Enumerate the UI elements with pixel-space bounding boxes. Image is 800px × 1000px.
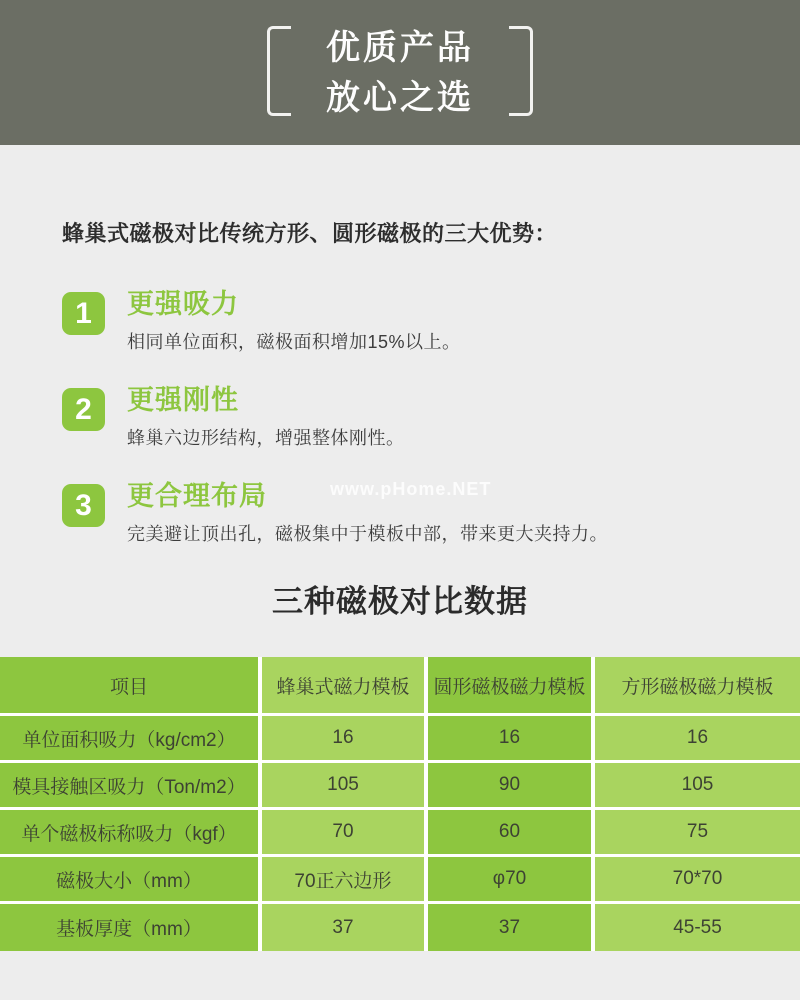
advantage-title-3: 更合理布局: [127, 481, 267, 511]
number-badge-1: 1: [62, 292, 105, 335]
column-header-item: 项目: [0, 657, 262, 716]
column-header-honeycomb: 蜂巢式磁力模板: [262, 657, 428, 716]
cell-value: 37: [428, 904, 595, 951]
table-row: [0, 857, 800, 904]
cell-value: 70: [262, 810, 428, 857]
row-label: 模具接触区吸力（Ton/m2）: [0, 763, 262, 810]
cell-value: 105: [262, 763, 428, 810]
banner-title-line1: 优质产品: [326, 28, 474, 67]
number-badge-2: 2: [62, 388, 105, 431]
cell-value: 16: [595, 716, 800, 763]
bracket-right-icon: [509, 26, 533, 116]
row-label: 单个磁极标称吸力（kgf）: [0, 810, 262, 857]
table-section-title: 三种磁极对比数据: [272, 584, 528, 619]
banner-title-line2: 放心之选: [326, 78, 474, 117]
cell-value: 16: [262, 716, 428, 763]
table-row: [0, 763, 800, 810]
column-header-square: 方形磁极磁力模板: [595, 657, 800, 716]
row-label: 磁极大小（mm）: [0, 857, 262, 904]
bracket-left-icon: [267, 26, 291, 116]
table-row: [0, 716, 800, 763]
advantage-title-2: 更强刚性: [127, 385, 239, 415]
advantage-desc-2: 蜂巢六边形结构，增强整体刚性。: [127, 428, 405, 448]
comparison-table: [0, 657, 800, 951]
row-label: 单位面积吸力（kg/cm2）: [0, 716, 262, 763]
advantage-item-1: [62, 288, 738, 354]
cell-value: 37: [262, 904, 428, 951]
advantage-desc-1: 相同单位面积，磁极面积增加15%以上。: [127, 332, 461, 352]
table-header-row: [0, 657, 800, 716]
column-header-round: 圆形磁极磁力模板: [428, 657, 595, 716]
cell-value: 105: [595, 763, 800, 810]
cell-value: 75: [595, 810, 800, 857]
table-row: [0, 904, 800, 951]
cell-value: φ70: [428, 857, 595, 904]
row-label: 基板厚度（mm）: [0, 904, 262, 951]
watermark: www.pHome.NET: [330, 479, 492, 499]
table-row: [0, 810, 800, 857]
advantage-item-2: [62, 384, 738, 450]
advantages-heading: 蜂巢式磁极对比传统方形、圆形磁极的三大优势：: [62, 221, 558, 246]
cell-value: 45-55: [595, 904, 800, 951]
advantage-title-1: 更强吸力: [127, 289, 239, 319]
cell-value: 60: [428, 810, 595, 857]
cell-value: 16: [428, 716, 595, 763]
cell-value: 70*70: [595, 857, 800, 904]
number-badge-3: 3: [62, 484, 105, 527]
advantage-desc-3: 完美避让顶出孔，磁极集中于模板中部，带来更大夹持力。: [127, 524, 608, 544]
hero-banner: [0, 0, 800, 145]
cell-value: 90: [428, 763, 595, 810]
cell-value: 70正六边形: [262, 857, 428, 904]
